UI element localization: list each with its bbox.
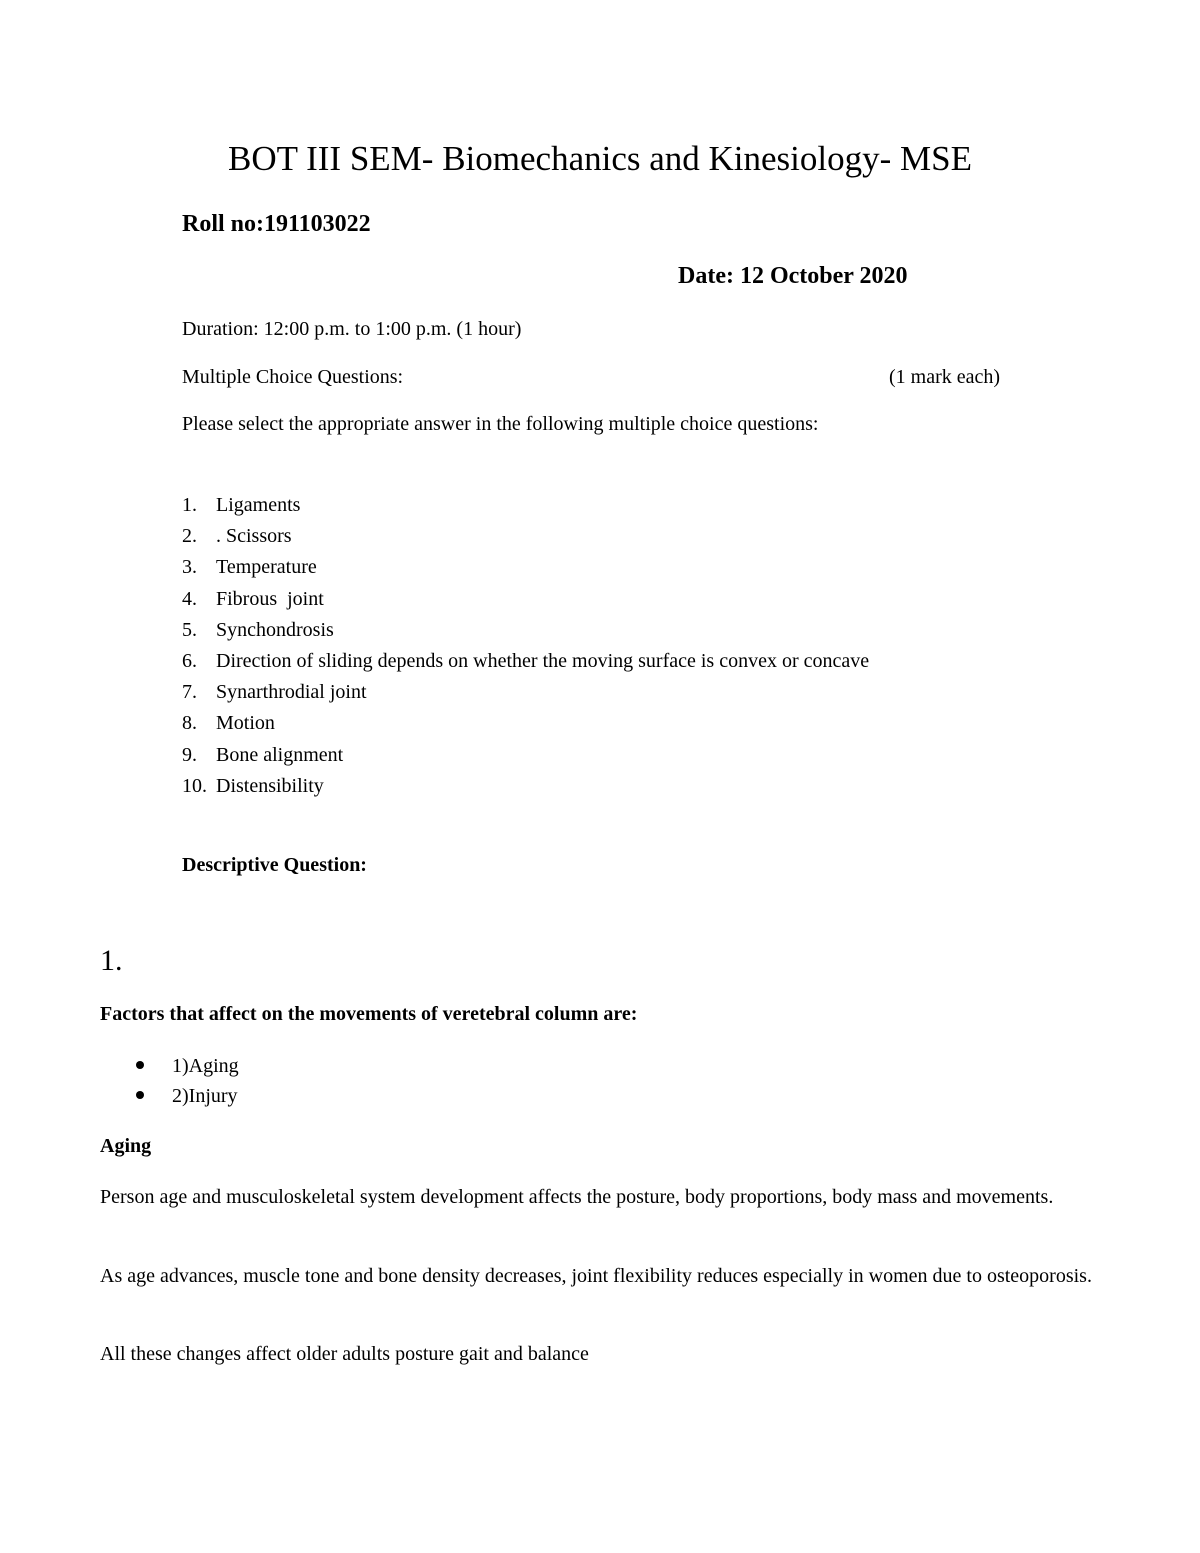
paragraph: All these changes affect older adults posture gait and balance: [100, 1343, 589, 1365]
paragraph: As age advances, muscle tone and bone density decreases, joint flexibility reduces especially in women due to osteoporosis.: [100, 1265, 1092, 1287]
answer-text: Direction of sliding depends on whether the moving surface is convex or concave: [216, 649, 870, 672]
page-title: BOT III SEM- Biomechanics and Kinesiology- MSE: [228, 139, 972, 178]
list-number: 6.: [182, 649, 197, 672]
list-item: [182, 492, 869, 523]
list-number: 8.: [182, 712, 197, 735]
list-item: [182, 554, 869, 585]
list-item: [182, 586, 869, 617]
paragraph: Person age and musculoskeletal system development affects the posture, body proportions, body mass and movements.: [100, 1186, 1054, 1208]
list-item: [100, 1053, 239, 1083]
aging-heading: Aging: [100, 1135, 152, 1157]
exam-date: Date: 12 October 2020: [678, 263, 908, 289]
exam-duration: Duration: 12:00 p.m. to 1:00 p.m. (1 hour): [182, 318, 522, 340]
factor-text: 2)Injury: [172, 1085, 238, 1107]
list-number: 4.: [182, 587, 197, 610]
list-number: 9.: [182, 743, 197, 766]
mcq-answer-list: [182, 492, 869, 804]
bullet-icon: [136, 1091, 144, 1099]
list-item: [100, 1083, 239, 1113]
list-number: 5.: [182, 618, 197, 641]
answer-text: Bone alignment: [216, 743, 344, 766]
list-number: 2.: [182, 525, 197, 548]
list-item: [182, 648, 869, 679]
answer-text: . Scissors: [216, 525, 292, 548]
factor-text: 1)Aging: [172, 1055, 239, 1077]
descriptive-heading: Descriptive Question:: [182, 854, 367, 876]
bullet-icon: [136, 1061, 144, 1069]
roll-number: Roll no:191103022: [182, 211, 371, 237]
answer-text: Distensibility: [216, 774, 324, 797]
factors-list: [100, 1053, 239, 1113]
answer-text: Synarthrodial joint: [216, 681, 367, 704]
list-item: [182, 617, 869, 648]
list-item: [182, 710, 869, 741]
factors-heading: Factors that affect on the movements of veretebral column are:: [100, 1003, 638, 1025]
answer-text: Synchondrosis: [216, 618, 334, 641]
instruction-text: Please select the appropriate answer in the following multiple choice questions:: [182, 413, 819, 435]
question-number: 1.: [100, 944, 123, 977]
list-number: 1.: [182, 494, 197, 516]
list-number: 3.: [182, 556, 197, 579]
list-item: [182, 679, 869, 710]
list-item: [182, 773, 869, 804]
marks-note: (1 mark each): [889, 366, 1001, 388]
answer-text: Ligaments: [216, 494, 301, 516]
list-item: [182, 523, 869, 554]
answer-text: Fibrous joint: [216, 587, 324, 610]
list-item: [182, 742, 869, 773]
list-number: 7.: [182, 681, 197, 704]
list-number: 10.: [182, 774, 207, 797]
mcq-heading: Multiple Choice Questions:: [182, 366, 404, 388]
answer-text: Temperature: [216, 556, 317, 579]
answer-text: Motion: [216, 712, 275, 735]
